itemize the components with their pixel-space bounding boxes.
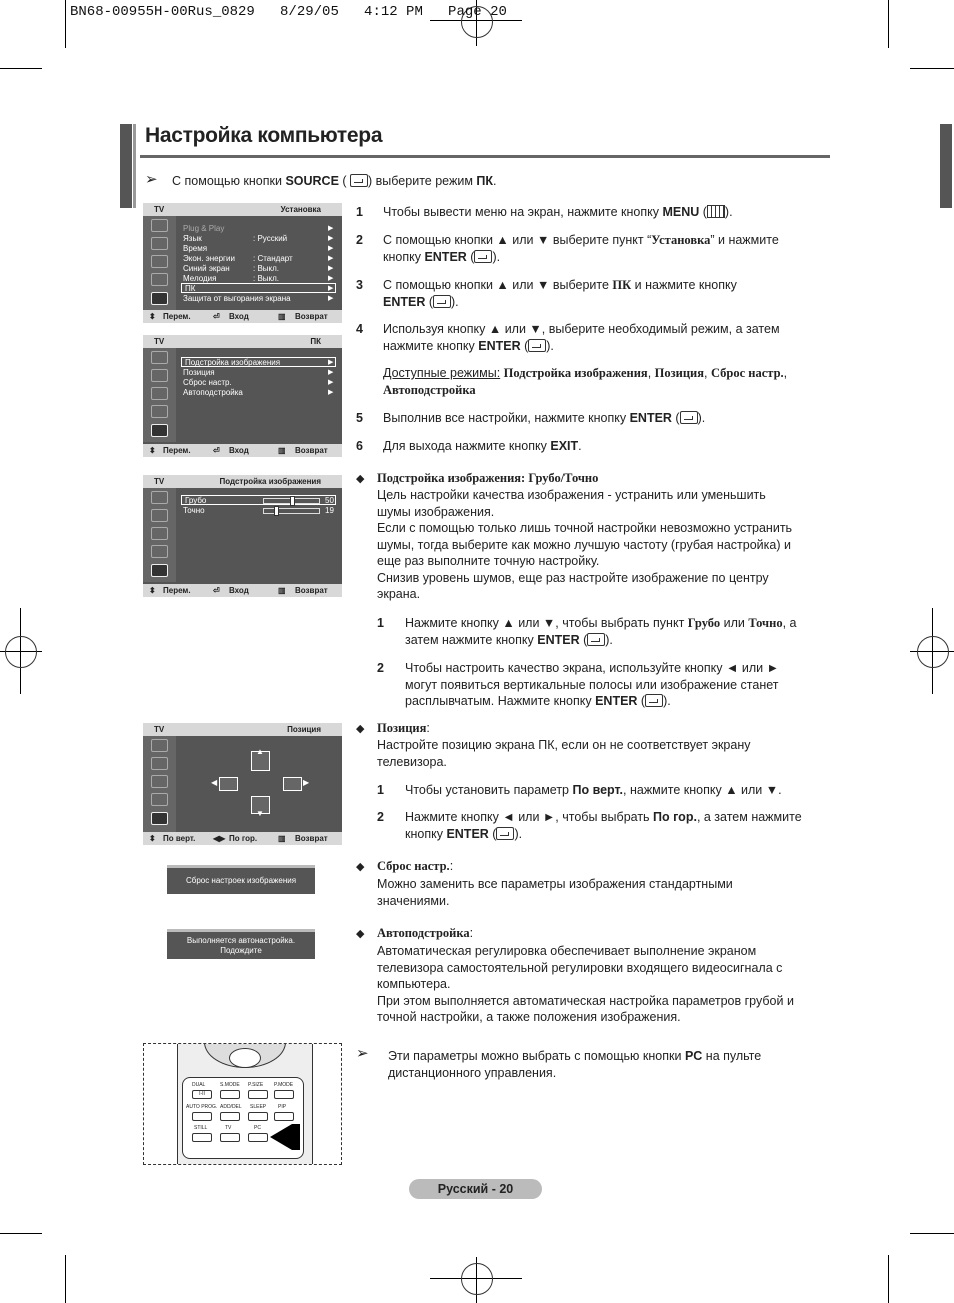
step-number: 2 <box>356 233 363 247</box>
enter-icon <box>496 827 514 840</box>
auto-adjust-message: Выполняется автонастройка. Подождите <box>167 929 315 959</box>
antenna-icon <box>151 405 168 418</box>
page-number-badge: Русский - 20 <box>409 1179 542 1199</box>
step-number: 1 <box>356 205 363 219</box>
note-arrow-icon: ➢ <box>356 1045 369 1062</box>
reset-complete-message: Сброс настроек изображения завершен <box>167 865 315 894</box>
enter-icon <box>433 295 451 308</box>
crop-mark <box>0 1233 42 1234</box>
available-modes: Доступные режимы: Подстройка изображения, Позиция, Сброс настр., Автоподстройка <box>383 366 788 397</box>
step-5: Выполнив все настройки, нажмите кнопку ENTER ( ). <box>383 411 706 425</box>
step-number: 2 <box>377 661 384 675</box>
osd-position: TV Позиция ▲ ◀ ▶ ▼ ⬍ По верт. ◀▶ По гор. ▥ Возврат <box>143 723 342 845</box>
step-number: 4 <box>356 322 363 336</box>
title-bar-left <box>120 124 132 208</box>
step-6: Для выхода нажмите кнопку EXIT. <box>383 439 582 453</box>
registration-circle <box>917 636 949 668</box>
diamond-bullet-icon: ◆ <box>356 723 365 735</box>
enter-icon <box>587 633 605 646</box>
sec1-step-1: Нажмите кнопку ▲ или ▼, чтобы выбрать пункт Грубо или Точно, а затем нажмите кнопку ENTER ( ). <box>405 616 797 647</box>
picture-icon <box>151 219 168 232</box>
setup-icon <box>151 812 168 825</box>
osd-pc-menu: TV ПК Подстройка изображения Позиция Сброс настр. Автоподстройка ▶ ▶ ▶ ▶ ⬍ Перем. ⏎ Вход ▥ Возврат <box>143 335 342 457</box>
crop-mark <box>910 68 954 69</box>
setup-icon <box>151 424 168 437</box>
step-number: 1 <box>377 616 384 630</box>
sec4-heading: Автоподстройка: <box>377 926 474 940</box>
sec2-body: Настройте позицию экрана ПК, если он не соответствует экрану телевизора. <box>377 738 751 769</box>
sec1-heading: Подстройка изображения: Грубо/Точно <box>377 471 599 485</box>
step-number: 5 <box>356 411 363 425</box>
remote-control-illustration: DUAL S.MODE P.SIZE P.MODE I-II AUTO PROG. ADD/DEL SLEEP PIP STILL TV PC <box>143 1043 342 1165</box>
antenna-icon <box>151 793 168 806</box>
page-title: Настройка компьютера <box>145 124 383 147</box>
sec2-step-2: Нажмите кнопку ◄ или ►, чтобы выбрать По гор., а затем нажмите кнопку ENTER ( ). <box>405 810 802 841</box>
picture-icon <box>151 491 168 504</box>
step-4: Используя кнопку ▲ или ▼, выберите необходимый режим, а затем нажмите кнопку ENTER ( ). <box>383 322 780 353</box>
title-bar-right <box>940 124 952 208</box>
enter-icon <box>528 339 546 352</box>
crop-mark <box>910 1233 954 1234</box>
title-bar-left-thin <box>133 124 136 208</box>
channel-icon <box>151 237 168 250</box>
channel-icon <box>151 369 168 382</box>
osd-image-adjust: TV Подстройка изображения Грубо 50 Точно 19 ⬍ Перем. ⏎ Вход ▥ Возврат <box>143 475 342 597</box>
crop-mark <box>888 1255 889 1303</box>
sound-icon <box>151 527 168 540</box>
crop-mark <box>0 68 42 69</box>
registration-circle <box>5 636 37 668</box>
print-header: BN68-00955H-00Rus_0829 8/29/05 4:12 PM Page 20 <box>70 4 507 20</box>
position-right-icon <box>283 777 302 791</box>
sec3-body: Можно заменить все параметры изображения стандартными значениями. <box>377 877 733 908</box>
pc-button <box>248 1133 268 1142</box>
antenna-icon <box>151 545 168 558</box>
step-number: 6 <box>356 439 363 453</box>
step-number: 2 <box>377 810 384 824</box>
enter-icon <box>645 694 663 707</box>
sound-icon <box>151 255 168 268</box>
pointer-arrow-icon <box>270 1124 292 1150</box>
enter-icon <box>680 411 698 424</box>
crop-mark <box>65 1255 66 1303</box>
diamond-bullet-icon: ◆ <box>356 861 365 873</box>
picture-icon <box>151 739 168 752</box>
sound-icon <box>151 387 168 400</box>
source-icon <box>350 174 368 187</box>
antenna-icon <box>151 273 168 286</box>
diamond-bullet-icon: ◆ <box>356 928 365 940</box>
step-1: Чтобы вывести меню на экран, нажмите кнопку MENU ( ). <box>383 205 733 219</box>
setup-icon <box>151 292 168 305</box>
sound-icon <box>151 775 168 788</box>
crop-mark <box>65 0 66 48</box>
enter-icon <box>474 250 492 263</box>
channel-icon <box>151 509 168 522</box>
step-2: С помощью кнопки ▲ или ▼ выберите пункт “Установка” и нажмите кнопку ENTER ( ). <box>383 233 779 264</box>
registration-circle <box>461 1263 493 1295</box>
picture-icon <box>151 351 168 364</box>
note-arrow-icon: ➢ <box>145 171 158 188</box>
crop-mark <box>888 0 889 48</box>
step-3: С помощью кнопки ▲ или ▼ выберите ПК и нажмите кнопку ENTER ( ). <box>383 278 737 309</box>
title-rule <box>140 155 830 158</box>
sec1-step-2: Чтобы настроить качество экрана, используйте кнопку ◄ или ► могут появиться вертикальные полосы или изображение станет расплывчатым. Нажмите кнопку ENTER ( ). <box>405 661 779 708</box>
sec4-body: Автоматическая регулировка обеспечивает выполнение экраном телевизора самостоятельной регулировки входящего видеосигнала с компьютера. При этом выполняется автоматическая настройка параметров грубой и точной настройки, а также положения изображения. <box>377 944 794 1024</box>
osd-setup-menu: TV Установка Plug & Play Язык : Русский Время Экон. энергии : Стандарт Синий экран : Выкл. Мелодия : Выкл. ПК Защита от выгорания экрана ▶ ▶ ▶ ▶ ▶ ▶ ▶ ▶ ⬍ Перем. ⏎ Вход ▥ Возврат <box>143 203 342 323</box>
step-number: 3 <box>356 278 363 292</box>
intro-text: С помощью кнопки SOURCE ( ) выберите режим ПК. <box>172 174 497 188</box>
fine-slider <box>263 508 320 514</box>
step-number: 1 <box>377 783 384 797</box>
pc-note: Эти параметры можно выбрать с помощью кнопки PC на пульте дистанционного управления. <box>388 1049 762 1080</box>
sec3-heading: Сброс настр.: <box>377 859 454 873</box>
coarse-slider <box>263 498 320 504</box>
position-left-icon <box>219 777 238 791</box>
sec2-heading: Позиция: <box>377 721 430 735</box>
sec1-body: Цель настройки качества изображения - устранить или уменьшить шумы изображения. Если с помощью только лишь точной настройки невозможно устранить шумы, тогда выберите как можно лучшую частоту (грубая настройка) и еще раз выполните точную настройку. Снизив уровень шумов, еще раз настройте изображение по центру экрана. <box>377 488 793 601</box>
channel-icon <box>151 757 168 770</box>
menu-icon <box>707 205 725 218</box>
setup-icon <box>151 564 168 577</box>
sec2-step-1: Чтобы установить параметр По верт., нажмите кнопку ▲ или ▼. <box>405 783 782 797</box>
diamond-bullet-icon: ◆ <box>356 473 365 485</box>
